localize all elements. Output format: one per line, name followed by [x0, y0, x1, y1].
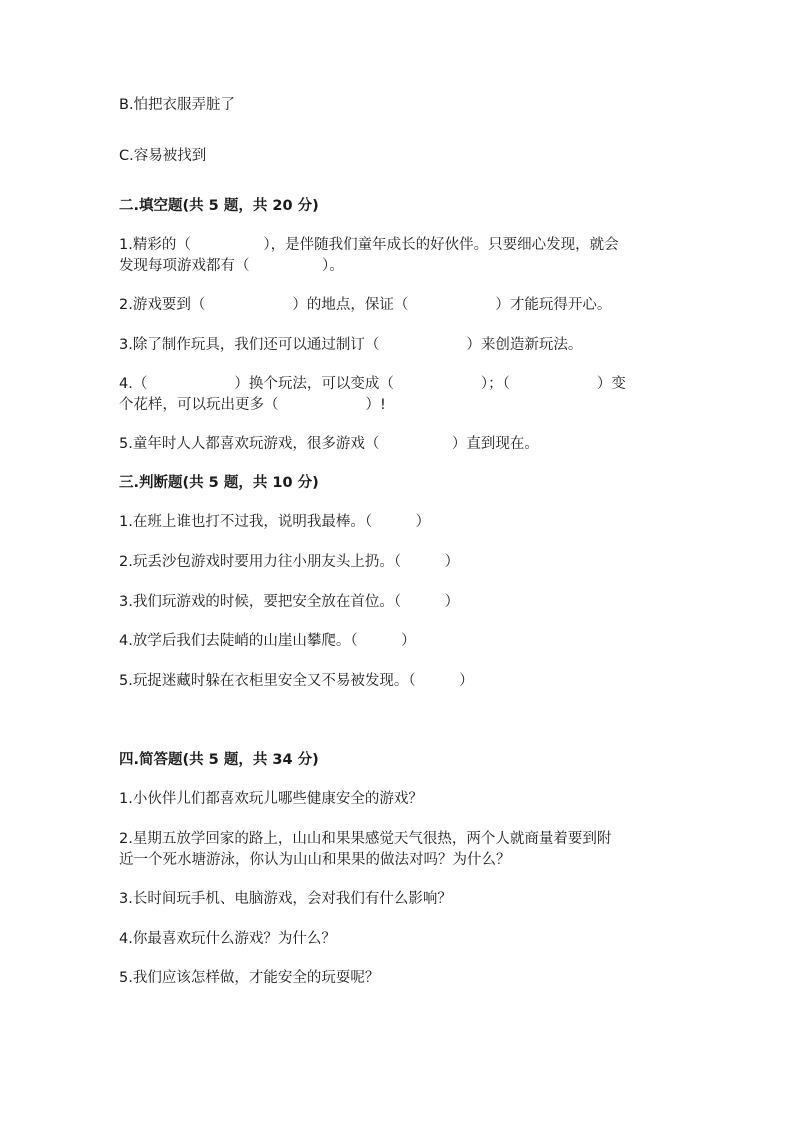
short-answer-question-5: 5.我们应该怎样做，才能安全的玩耍呢？ — [119, 970, 380, 986]
true-false-question-5: 5.玩捉迷藏时躲在衣柜里安全又不易被发现。（ ） — [119, 673, 474, 689]
true-false-question-4: 4.放学后我们去陡峭的山崖山攀爬。（ ） — [119, 633, 416, 649]
section-heading-fill-in: 二.填空题(共 5 题，共 20 分) — [119, 198, 319, 214]
short-answer-question-2-line-2: 近一个死水塘游泳，你认为山山和果果的做法对吗？为什么？ — [119, 852, 511, 868]
section-heading-true-false: 三.判断题(共 5 题，共 10 分) — [119, 475, 319, 491]
fill-in-question-3: 3.除了制作玩具，我们还可以通过制订（ ）来创造新玩法。 — [119, 337, 583, 353]
fill-in-question-1-line-2: 发现每项游戏都有（ ）。 — [119, 258, 344, 274]
true-false-question-1: 1.在班上谁也打不过我，说明我最棒。（ ） — [119, 514, 431, 530]
fill-in-question-4-line-2: 个花样，可以玩出更多（ ）! — [119, 397, 386, 413]
option-c: C.容易被找到 — [119, 148, 207, 164]
fill-in-question-1-line-1: 1.精彩的（ ），是伴随我们童年成长的好伙伴。只要细心发现，就会 — [119, 237, 619, 253]
short-answer-question-4: 4.你最喜欢玩什么游戏？为什么？ — [119, 931, 336, 947]
option-b: B.怕把衣服弄脏了 — [119, 97, 236, 113]
short-answer-question-1: 1.小伙伴儿们都喜欢玩儿哪些健康安全的游戏？ — [119, 791, 423, 807]
fill-in-question-5: 5.童年时人人都喜欢玩游戏，很多游戏（ ）直到现在。 — [119, 436, 539, 452]
short-answer-question-2-line-1: 2.星期五放学回家的路上，山山和果果感觉天气很热，两个人就商量着要到附 — [119, 831, 612, 847]
section-heading-short-answer: 四.简答题(共 5 题，共 34 分) — [119, 752, 319, 768]
fill-in-question-4-line-1: 4.（ ）换个玩法，可以变成（ ）；（ ）变 — [119, 376, 626, 392]
fill-in-question-2: 2.游戏要到（ ）的地点，保证（ ）才能玩得开心。 — [119, 297, 612, 313]
short-answer-question-3: 3.长时间玩手机、电脑游戏，会对我们有什么影响？ — [119, 891, 452, 907]
true-false-question-3: 3.我们玩游戏的时候，要把安全放在首位。（ ） — [119, 594, 460, 610]
true-false-question-2: 2.玩丢沙包游戏时要用力往小朋友头上扔。（ ） — [119, 554, 460, 570]
